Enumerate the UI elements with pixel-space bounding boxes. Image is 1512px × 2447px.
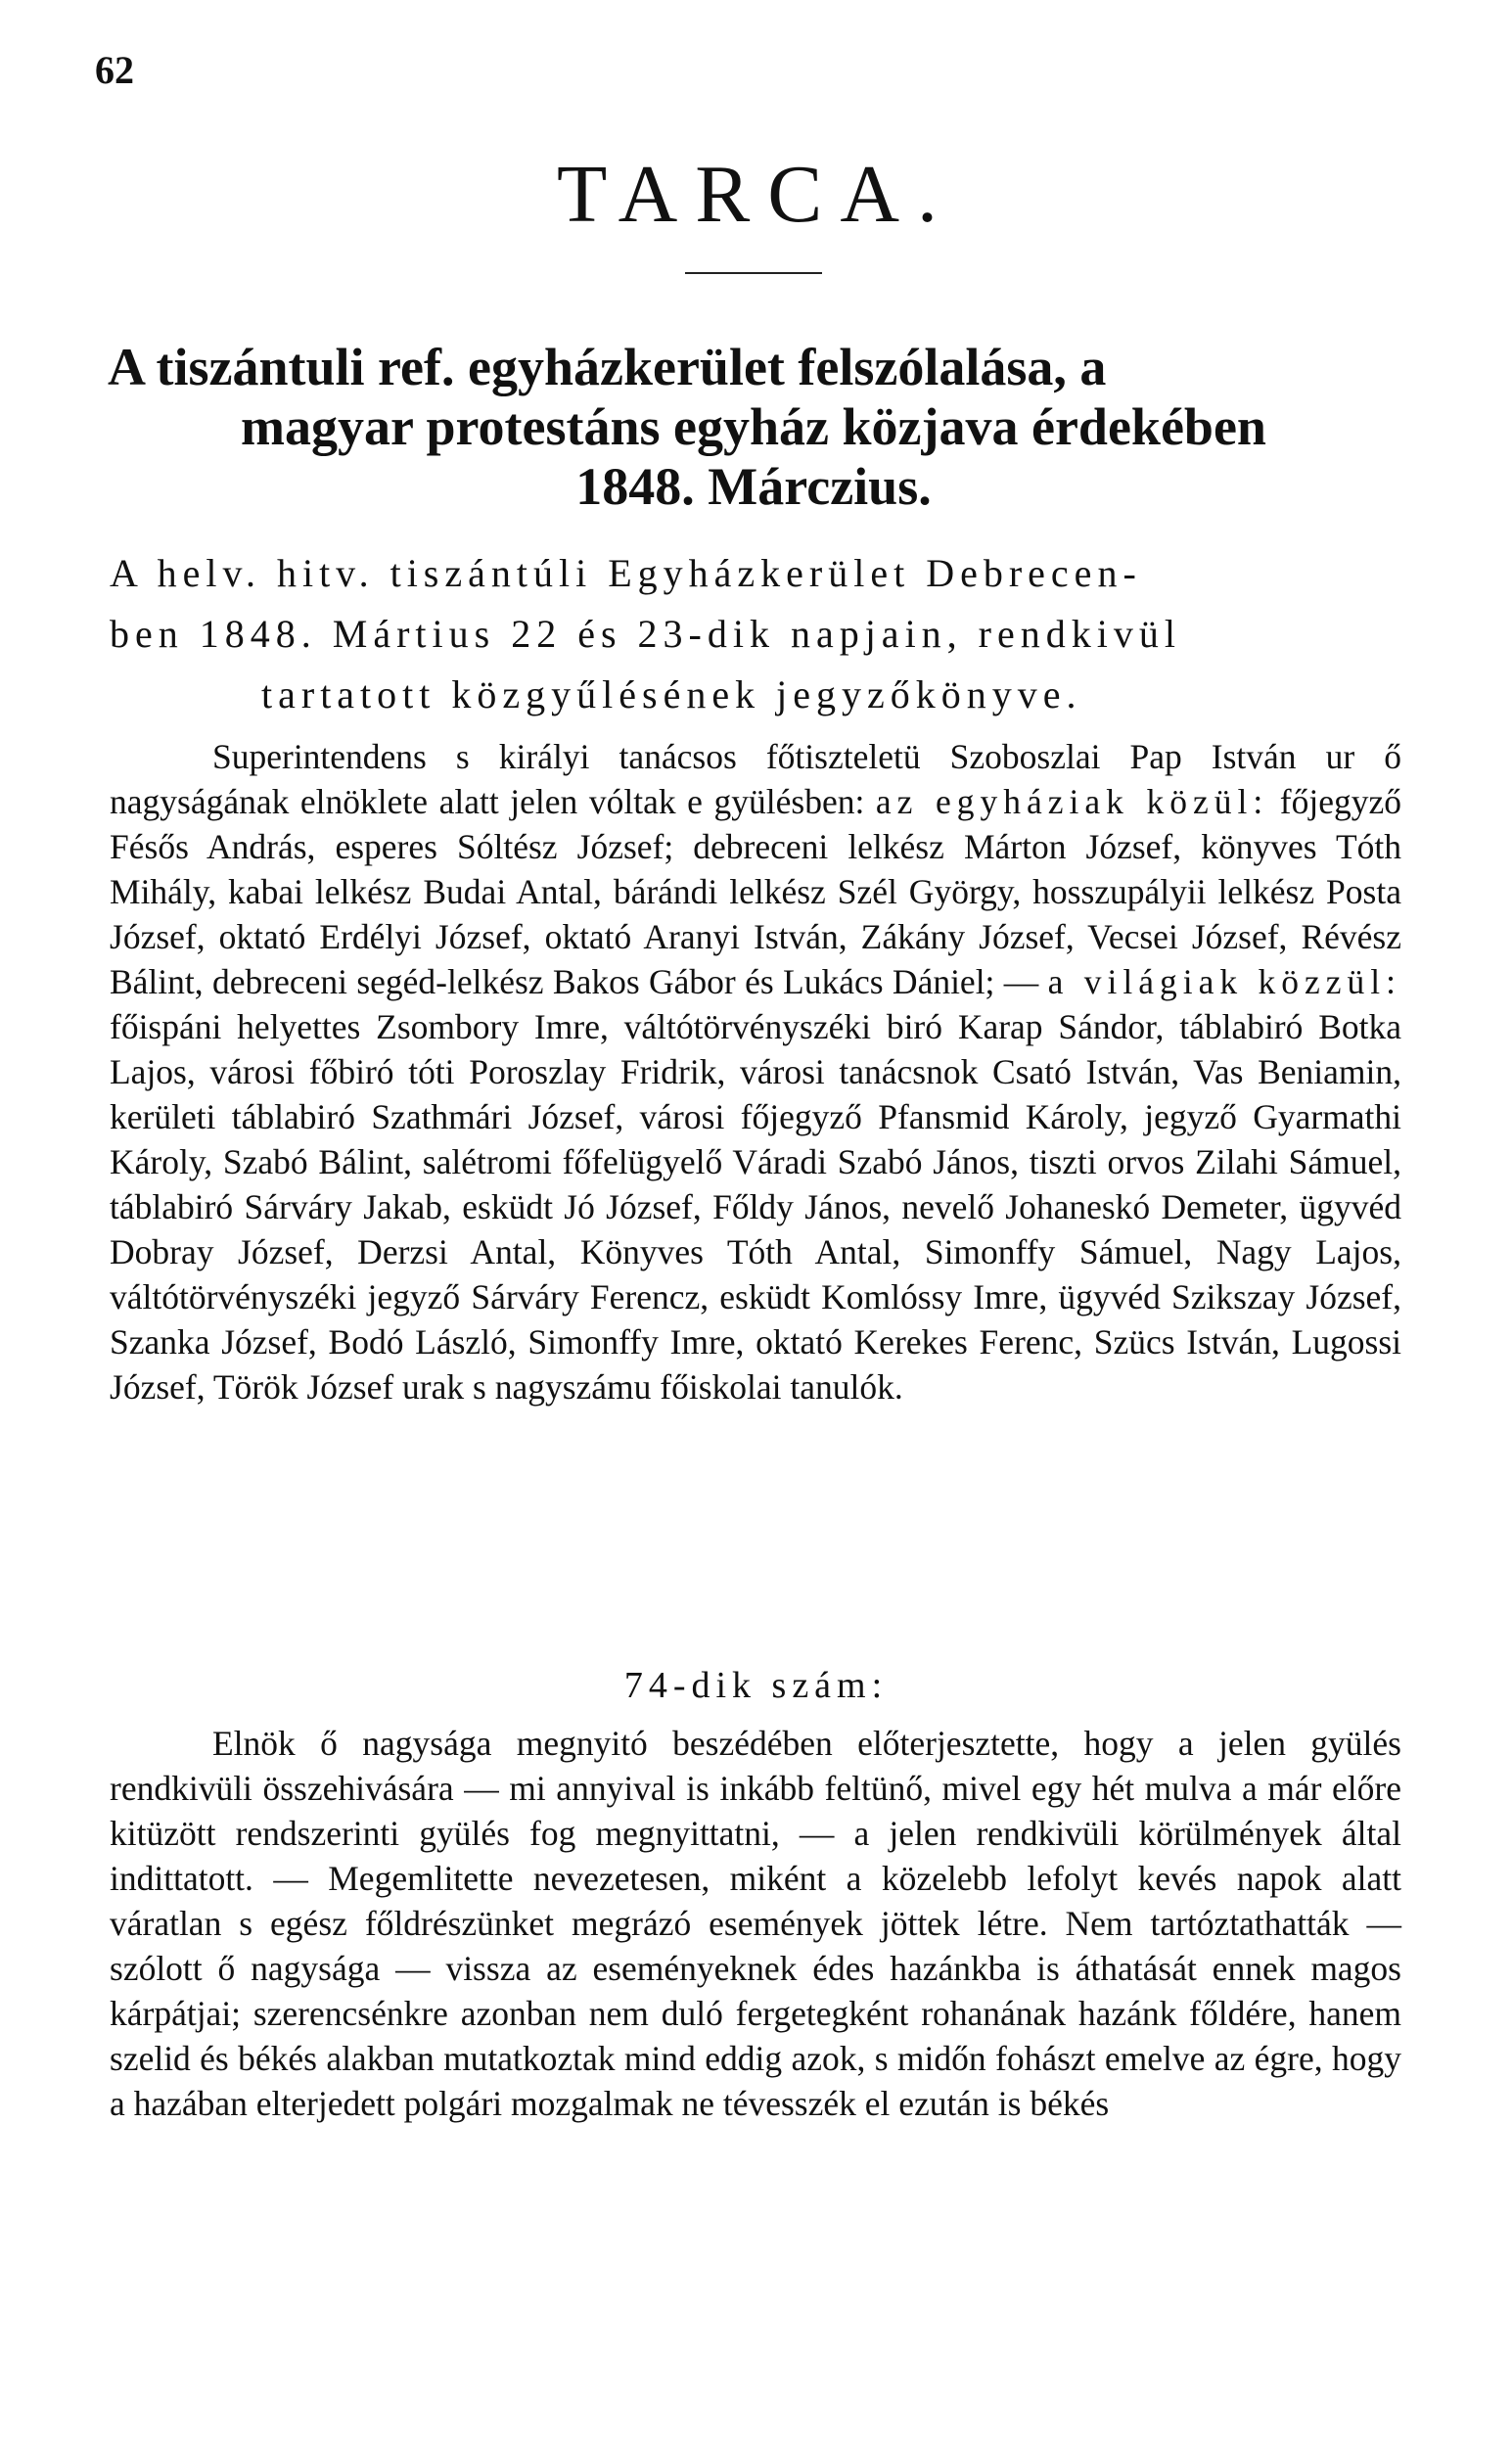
attendees-part-1: Superintendens s királyi tanácsos főtiszteletü Szoboszlai Pap István ur ő nagyságának elnöklete alatt jelen vóltak e gyülésben: [110, 737, 1401, 821]
attendees-part-3: főispáni helyettes Zsombory Imre, váltótörvényszéki biró Karap Sándor, táblabiró Botka Lajos, városi főbiró tóti Poroszlay Fridrik, városi tanácsnok Csató István, Vas Beniamin, kerületi táblabiró Szathmári József, városi főjegyző Pfansmid Károly, jegyző Gyarmathi Károly, Szabó Bálint, salétromi főfelügyelő Váradi Szabó János, tiszti orvos Zilahi Sámuel, táblabiró Sárváry Jakab, esküdt Jó József, Főldy János, nevelő Johaneskó Demeter, ügyvéd Dobray József, Derzsi Antal, Könyves Tóth Antal, Simonffy Sámuel, Nagy Lajos, váltótörvényszéki jegyző Sárváry Ferencz, esküdt Komlóssy Imre, ügyvéd Szikszay József, Szanka József, Bodó László, Simonffy Imre, oktató Kerekes Ferenc, Szücs István, Lugossi József, Török József urak s nagyszámu főiskolai tanulók. [110, 1007, 1401, 1407]
attendees-text [110, 734, 1401, 1409]
intro-line-2: ben 1848. Mártius 22 és 23-dik napjain, rendkivül [110, 612, 1181, 656]
attendees-paragraph [110, 734, 1401, 1409]
title-rule [685, 272, 822, 274]
intro-line-3: tartatott közgyűlésének jegyzőkönyve. [261, 672, 1082, 716]
headline-line-2: magyar protestáns egyház közjava érdekében [241, 397, 1266, 456]
attendees-part-2: főjegyző Fésős András, esperes Sóltész József; debreceni lelkész Márton József, könyves Tóth Mihály, kabai lelkész Budai Antal, bárándi lelkész Szél György, hosszupályii lelkész Posta József, oktató Erdélyi József, oktató Aranyi István, Zákány József, Vecsei József, Révész Bálint, debreceni segéd-lelkész Bakos Gábor és Lukács Dániel; — [110, 782, 1401, 1001]
speech-paragraph [110, 1721, 1401, 2126]
item-number-heading: 74-dik szám: [623, 1665, 889, 1706]
headline-line-1: A tiszántuli ref. egyházkerület felszólalása, a [108, 338, 1107, 396]
headline-line-3: 1848. Márczius. [575, 457, 932, 516]
clergy-label: az egyháziak közül: [875, 782, 1269, 821]
article-headline [108, 338, 1399, 517]
laity-label: a világiak közzül: [1047, 962, 1401, 1001]
page-number: 62 [95, 48, 134, 92]
minutes-intro [110, 543, 1401, 725]
section-title: TARCA. [557, 149, 955, 240]
speech-text: Elnök ő nagysága megnyitó beszédében előterjesztette, hogy a jelen gyülés rendkivüli összehivására — mi annyival is inkább feltünő, mivel egy hét mulva a már előre kitüzött rendszerinti gyülés fog megnyittatni, — a jelen rendkivüli körülmények által indittatott. — Megemlitette nevezetesen, miként a közelebb lefolyt kevés napok alatt váratlan s egész főldrészünket megrázó események jöttek létre. Nem tartóztathatták — szólott ő nagysága — vissza az eseményeknek édes hazánkba is áthatását ennek magos kárpátjai; szerencsénkre azonban nem duló fergetegként rohanának hazánk főldére, hanem szelid és békés alakban mutatkoztak mind eddig azok, s midőn fohászt emelve az égre, hogy a hazában elterjedett polgári mozgalmak ne tévesszék el ezután is békés [110, 1724, 1401, 2123]
intro-line-1: A helv. hitv. tiszántúli Egyházkerület Debrecen- [110, 551, 1142, 595]
